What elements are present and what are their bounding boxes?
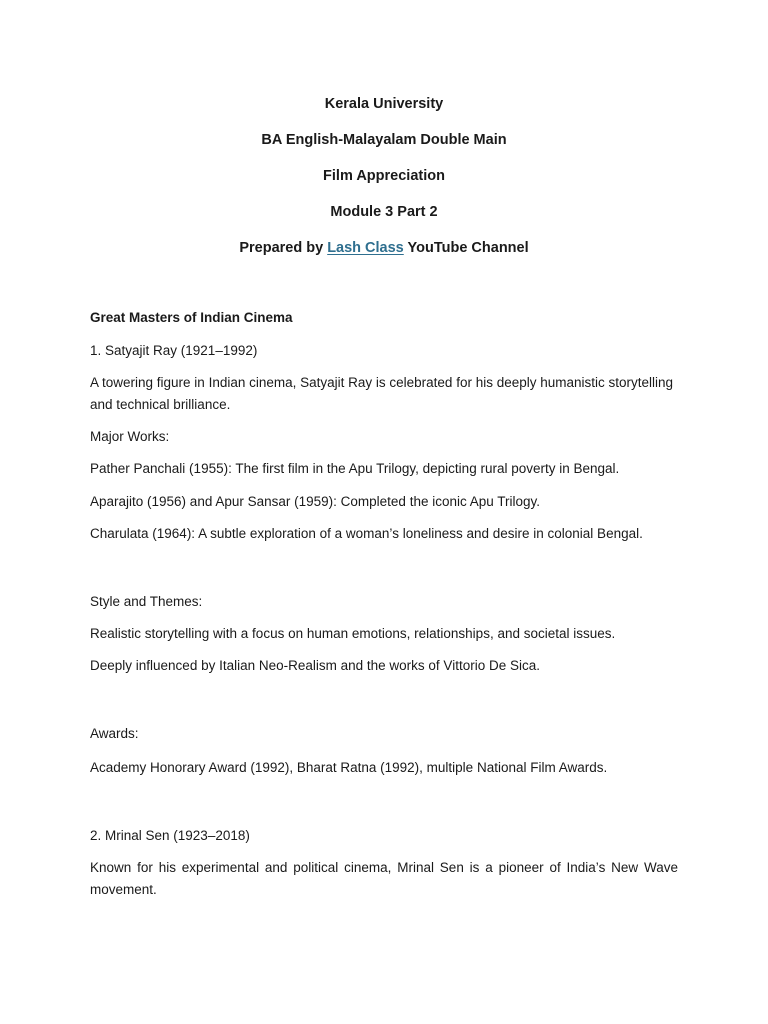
- module-title: Module 3 Part 2: [330, 204, 438, 220]
- ray-work-item: Aparajito (1956) and Apur Sansar (1959): Completed the iconic Apu Trilogy.: [90, 494, 541, 509]
- ray-major-works-label: Major Works:: [90, 429, 170, 444]
- ray-style-item: Realistic storytelling with a focus on human emotions, relationships, and societal issues.: [90, 626, 616, 641]
- sen-intro: Known for his experimental and political cinema, Mrinal Sen is a pioneer of India’s New Wave movement.: [90, 860, 678, 897]
- prepared-suffix: YouTube Channel: [403, 240, 529, 256]
- ray-awards-label: Awards:: [90, 726, 139, 741]
- ray-heading: 1. Satyajit Ray (1921–1992): [90, 343, 258, 358]
- sen-heading: 2. Mrinal Sen (1923–2018): [90, 828, 250, 843]
- ray-work-item: Charulata (1964): A subtle exploration of a woman’s loneliness and desire in colonial Bengal.: [90, 526, 643, 541]
- ray-work-item: Pather Panchali (1955): The first film in the Apu Trilogy, depicting rural poverty in Bengal.: [90, 461, 620, 476]
- subject-title: Film Appreciation: [323, 168, 445, 184]
- prepared-by-line: [0, 238, 768, 258]
- lash-class-link[interactable]: Lash Class: [327, 240, 404, 256]
- ray-style-item: Deeply influenced by Italian Neo-Realism and the works of Vittorio De Sica.: [90, 658, 540, 673]
- university-title: Kerala University: [324, 96, 444, 112]
- ray-awards: Academy Honorary Award (1992), Bharat Ratna (1992), multiple National Film Awards.: [90, 760, 608, 775]
- section-title: Great Masters of Indian Cinema: [90, 310, 293, 325]
- course-title: BA English-Malayalam Double Main: [261, 132, 507, 148]
- ray-intro: A towering figure in Indian cinema, Satyajit Ray is celebrated for his deeply humanistic storytelling and technical brilliance.: [90, 375, 674, 412]
- prepared-prefix: Prepared by: [239, 240, 328, 256]
- ray-style-label: Style and Themes:: [90, 594, 203, 609]
